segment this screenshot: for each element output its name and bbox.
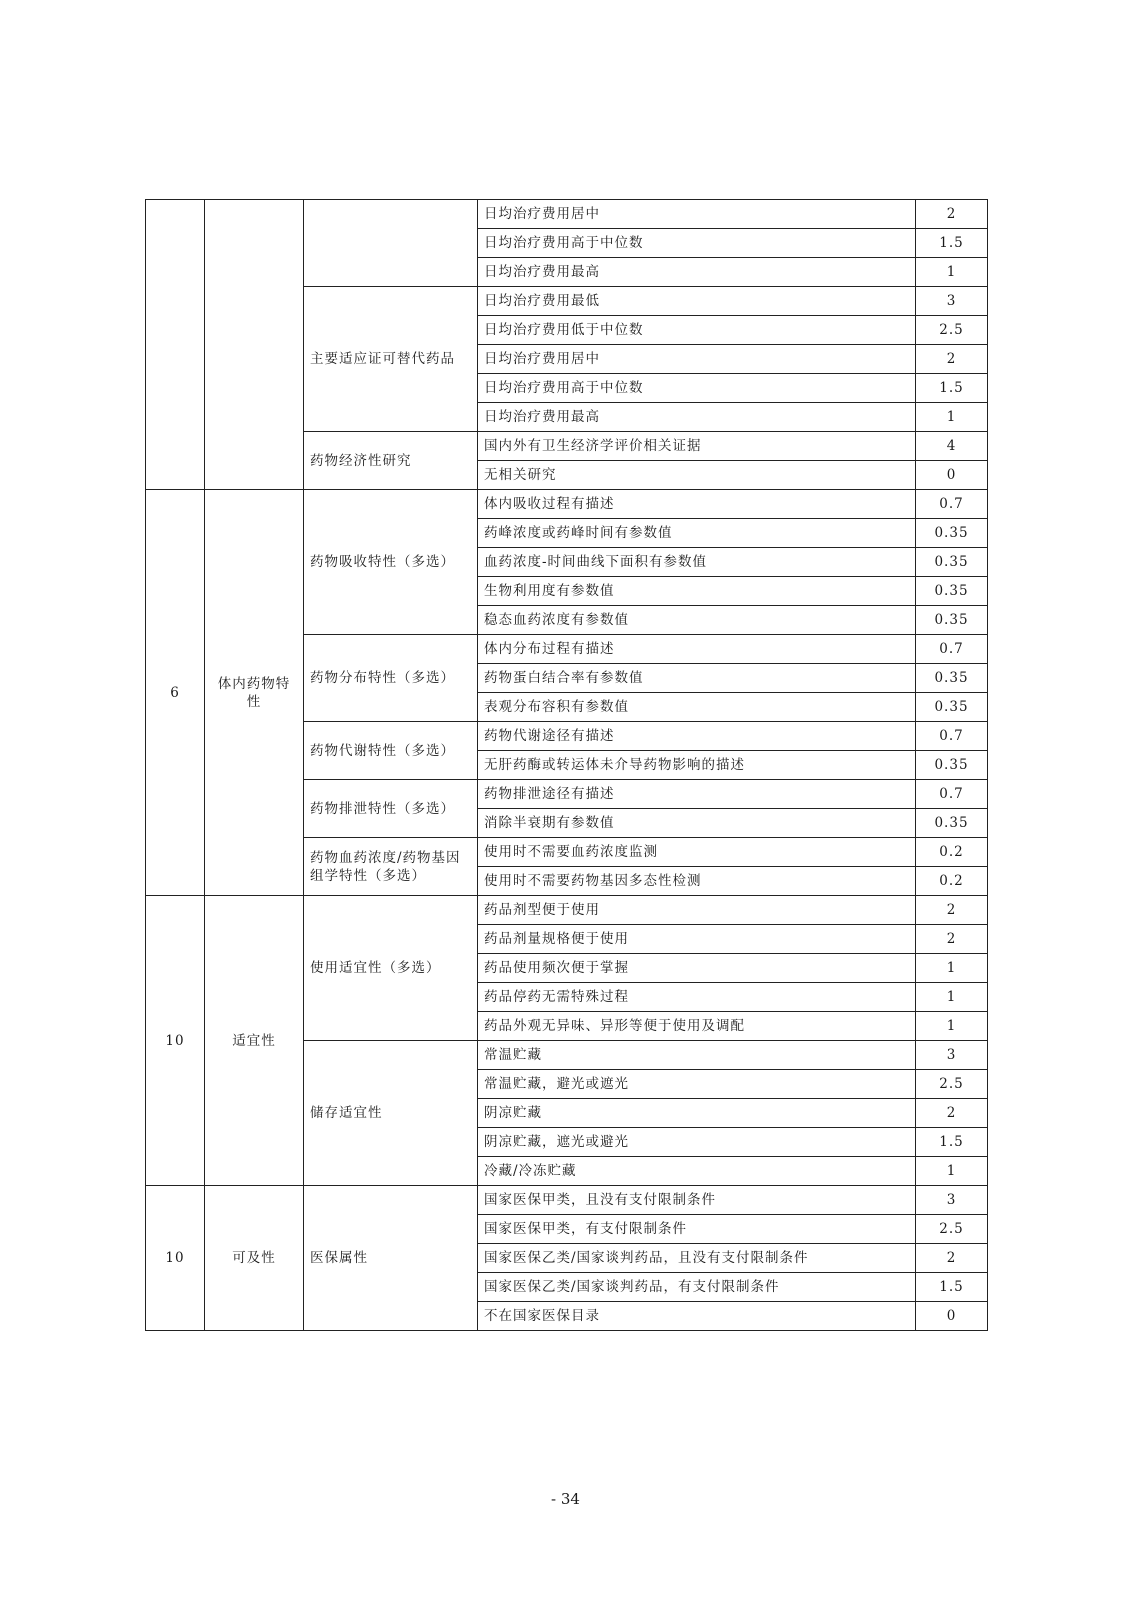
criterion-cell: 药品停药无需特殊过程 bbox=[478, 983, 916, 1012]
score-cell: 0 bbox=[916, 461, 988, 490]
sub-dimension-cell bbox=[304, 287, 478, 432]
score-cell: 0.7 bbox=[916, 490, 988, 519]
sub-dimension-cell bbox=[304, 896, 478, 1041]
criterion-cell: 冷藏/冷冻贮藏 bbox=[478, 1157, 916, 1186]
sub-dimension-cell bbox=[304, 490, 478, 635]
criterion-cell: 无相关研究 bbox=[478, 461, 916, 490]
sub-dimension-cell bbox=[304, 838, 478, 896]
score-cell: 3 bbox=[916, 1041, 988, 1070]
score-cell: 0.7 bbox=[916, 722, 988, 751]
score-cell: 3 bbox=[916, 1186, 988, 1215]
score-cell: 1 bbox=[916, 1157, 988, 1186]
score-cell: 4 bbox=[916, 432, 988, 461]
criterion-cell: 国内外有卫生经济学评价相关证据 bbox=[478, 432, 916, 461]
criterion-cell: 日均治疗费用居中 bbox=[478, 200, 916, 229]
sub-dimension-cell-line: 药物代谢特性（多选） bbox=[310, 742, 455, 759]
sub-dimension-cell-line: 药物血药浓度/药物基因 bbox=[310, 849, 461, 866]
sub-dimension-cell-line: 主要适应证可替代药品 bbox=[310, 351, 455, 367]
criterion-cell: 国家医保乙类/国家谈判药品，且没有支付限制条件 bbox=[478, 1244, 916, 1273]
sub-dimension-cell-line: 药物吸收特性（多选） bbox=[310, 554, 455, 570]
score-cell: 2 bbox=[916, 896, 988, 925]
criterion-cell: 日均治疗费用低于中位数 bbox=[478, 316, 916, 345]
criterion-cell: 使用时不需要药物基因多态性检测 bbox=[478, 867, 916, 896]
sub-dimension-cell bbox=[304, 722, 478, 780]
criterion-cell: 不在国家医保目录 bbox=[478, 1302, 916, 1331]
criterion-cell: 国家医保甲类，且没有支付限制条件 bbox=[478, 1186, 916, 1215]
criterion-cell: 药峰浓度或药峰时间有参数值 bbox=[478, 519, 916, 548]
score-cell: 0.7 bbox=[916, 635, 988, 664]
score-cell: 0 bbox=[916, 1302, 988, 1331]
criterion-cell: 日均治疗费用居中 bbox=[478, 345, 916, 374]
sub-dimension-cell bbox=[304, 1186, 478, 1331]
score-cell: 1.5 bbox=[916, 229, 988, 258]
dimension-cell-line: 可及性 bbox=[232, 1250, 276, 1266]
score-cell: 1.5 bbox=[916, 374, 988, 403]
score-cell: 0.2 bbox=[916, 838, 988, 867]
criterion-cell: 日均治疗费用最低 bbox=[478, 287, 916, 316]
criterion-cell: 使用时不需要血药浓度监测 bbox=[478, 838, 916, 867]
criterion-cell: 稳态血药浓度有参数值 bbox=[478, 606, 916, 635]
criterion-cell: 常温贮藏，避光或遮光 bbox=[478, 1070, 916, 1099]
sub-dimension-cell bbox=[304, 1041, 478, 1186]
sub-dimension-cell-line: 医保属性 bbox=[310, 1250, 368, 1266]
criterion-cell: 表观分布容积有参数值 bbox=[478, 693, 916, 722]
score-cell: 2.5 bbox=[916, 1070, 988, 1099]
score-cell: 2 bbox=[916, 925, 988, 954]
score-cell: 2 bbox=[916, 1099, 988, 1128]
criterion-cell: 日均治疗费用最高 bbox=[478, 403, 916, 432]
score-cell: 1 bbox=[916, 1012, 988, 1041]
score-cell: 1 bbox=[916, 954, 988, 983]
score-cell: 0.35 bbox=[916, 548, 988, 577]
criterion-cell: 阴凉贮藏，遮光或避光 bbox=[478, 1128, 916, 1157]
table-row bbox=[146, 200, 988, 229]
dimension-cell bbox=[205, 200, 304, 490]
criterion-cell: 药品剂量规格便于使用 bbox=[478, 925, 916, 954]
criterion-cell: 国家医保乙类/国家谈判药品，有支付限制条件 bbox=[478, 1273, 916, 1302]
criterion-cell: 药品外观无异味、异形等便于使用及调配 bbox=[478, 1012, 916, 1041]
criterion-cell: 药物蛋白结合率有参数值 bbox=[478, 664, 916, 693]
dimension-cell bbox=[205, 1186, 304, 1331]
table-row bbox=[146, 1186, 988, 1215]
criterion-cell: 体内分布过程有描述 bbox=[478, 635, 916, 664]
score-cell: 0.7 bbox=[916, 780, 988, 809]
evaluation-table-body bbox=[146, 200, 988, 1331]
score-cell: 0.35 bbox=[916, 606, 988, 635]
score-cell: 2 bbox=[916, 200, 988, 229]
criterion-cell: 药物代谢途径有描述 bbox=[478, 722, 916, 751]
dimension-score-cell bbox=[146, 200, 205, 490]
page-number: - 34 bbox=[551, 1490, 580, 1508]
dimension-cell-line: 适宜性 bbox=[232, 1032, 276, 1049]
score-cell: 0.35 bbox=[916, 664, 988, 693]
score-cell: 0.35 bbox=[916, 751, 988, 780]
score-cell: 0.35 bbox=[916, 809, 988, 838]
score-cell: 1 bbox=[916, 258, 988, 287]
table-row bbox=[146, 490, 988, 519]
sub-dimension-cell-line: 储存适宜性 bbox=[310, 1105, 383, 1121]
dimension-cell bbox=[205, 896, 304, 1186]
sub-dimension-cell bbox=[304, 432, 478, 490]
criterion-cell: 国家医保甲类，有支付限制条件 bbox=[478, 1215, 916, 1244]
dimension-cell bbox=[205, 490, 304, 896]
dimension-score-cell: 10 bbox=[146, 896, 205, 1186]
score-cell: 0.35 bbox=[916, 577, 988, 606]
score-cell: 0.2 bbox=[916, 867, 988, 896]
table-row bbox=[146, 896, 988, 925]
criterion-cell: 药物排泄途径有描述 bbox=[478, 780, 916, 809]
score-cell: 1 bbox=[916, 403, 988, 432]
sub-dimension-cell-line: 使用适宜性（多选） bbox=[310, 960, 441, 976]
criterion-cell: 阴凉贮藏 bbox=[478, 1099, 916, 1128]
score-cell: 2 bbox=[916, 345, 988, 374]
score-cell: 0.35 bbox=[916, 519, 988, 548]
criterion-cell: 生物利用度有参数值 bbox=[478, 577, 916, 606]
criterion-cell: 无肝药酶或转运体未介导药物影响的描述 bbox=[478, 751, 916, 780]
dimension-score-cell: 6 bbox=[146, 490, 205, 896]
criterion-cell: 体内吸收过程有描述 bbox=[478, 490, 916, 519]
score-cell: 0.35 bbox=[916, 693, 988, 722]
criterion-cell: 常温贮藏 bbox=[478, 1041, 916, 1070]
dimension-cell-line: 性 bbox=[246, 693, 262, 710]
sub-dimension-cell-line: 药物经济性研究 bbox=[310, 452, 412, 469]
sub-dimension-cell bbox=[304, 780, 478, 838]
evaluation-table bbox=[145, 199, 988, 1331]
sub-dimension-cell bbox=[304, 200, 478, 287]
criterion-cell: 日均治疗费用高于中位数 bbox=[478, 374, 916, 403]
criterion-cell: 消除半衰期有参数值 bbox=[478, 809, 916, 838]
criterion-cell: 日均治疗费用高于中位数 bbox=[478, 229, 916, 258]
criterion-cell: 药品使用频次便于掌握 bbox=[478, 954, 916, 983]
criterion-cell: 血药浓度-时间曲线下面积有参数值 bbox=[478, 548, 916, 577]
dimension-score-cell: 10 bbox=[146, 1186, 205, 1331]
sub-dimension-cell-line: 药物分布特性（多选） bbox=[310, 670, 455, 686]
sub-dimension-cell-line: 组学特性（多选） bbox=[310, 867, 426, 884]
score-cell: 2.5 bbox=[916, 1215, 988, 1244]
dimension-cell-line: 体内药物特 bbox=[217, 675, 291, 692]
score-cell: 1.5 bbox=[916, 1273, 988, 1302]
criterion-cell: 日均治疗费用最高 bbox=[478, 258, 916, 287]
score-cell: 2 bbox=[916, 1244, 988, 1273]
criterion-cell: 药品剂型便于使用 bbox=[478, 896, 916, 925]
score-cell: 2.5 bbox=[916, 316, 988, 345]
score-cell: 1 bbox=[916, 983, 988, 1012]
sub-dimension-cell-line: 药物排泄特性（多选） bbox=[310, 800, 455, 817]
sub-dimension-cell bbox=[304, 635, 478, 722]
score-cell: 3 bbox=[916, 287, 988, 316]
score-cell: 1.5 bbox=[916, 1128, 988, 1157]
